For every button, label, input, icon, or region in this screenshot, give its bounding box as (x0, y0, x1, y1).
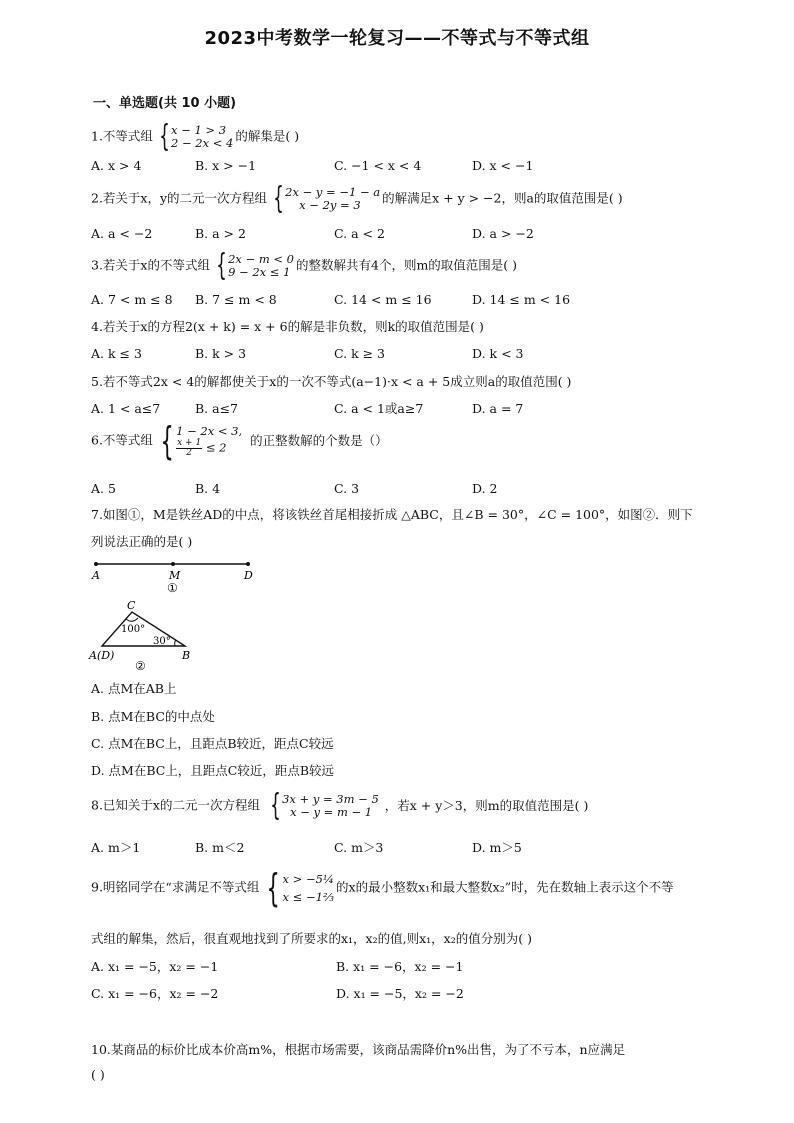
option-b[interactable]: B. k > 3 (195, 346, 247, 361)
question-9-suffix: 的x的最小整数x₁和最大整数x₂”时，先在数轴上表示这个不等 (336, 879, 674, 895)
option-d[interactable]: D. 点M在BC上，且距点C较近，距点B较远 (91, 763, 335, 778)
question-10-line1: 10.某商品的标价比成本价高m%，根据市场需要，该商品需降价n%出售，为了不亏本，n应满足 (91, 1042, 626, 1057)
option-b[interactable]: B. 点M在BC的中点处 (91, 709, 215, 724)
label-m: M (169, 569, 181, 582)
system-line: x − 1 > 3 (171, 123, 227, 137)
question-2 (91, 181, 623, 216)
option-c[interactable]: C. x₁ = −6，x₂ = −2 (91, 986, 219, 1001)
section-heading: 一、单选题(共 10 小题) (93, 96, 237, 111)
option-d[interactable]: D. m＞5 (472, 840, 522, 855)
equation-system-2: { 2x − y = −1 − a x − 2y = 3 (273, 181, 381, 216)
question-2-suffix: 的解满足x + y > −2，则a的取值范围是( ) (382, 190, 623, 206)
option-a[interactable]: A. m＞1 (91, 840, 141, 855)
option-b[interactable]: B. x > −1 (195, 158, 257, 173)
figure-1-segment (85, 555, 275, 595)
question-2-prefix: 2.若关于x，y的二元一次方程组 (91, 190, 268, 206)
inequality-system-1: { x − 1 > 3 2 − 2x < 4 (159, 119, 234, 154)
option-c[interactable]: C. a < 2 (334, 226, 385, 241)
equation-system-8: { 3x + y = 3m − 5 x − y = m − 1 (270, 788, 379, 823)
option-a[interactable]: A. 点M在AB上 (91, 681, 177, 696)
question-4: 4.若关于x的方程2(x + k) = x + 6的解是非负数，则k的取值范围是( ) (91, 319, 484, 334)
label-a: A (92, 569, 100, 582)
label-c: C (127, 599, 136, 612)
system-line: 1 − 2x < 3, (176, 424, 243, 438)
label-d: D (244, 569, 253, 582)
option-b[interactable]: B. 4 (195, 481, 221, 496)
question-1-prefix: 1.不等式组 (91, 128, 153, 144)
figure-2-triangle (85, 598, 205, 673)
question-9-line2: 式组的解集，然后，很直观地找到了所要求的x₁，x₂的值,则x₁，x₂的值分别为( ) (91, 931, 532, 946)
system-line: 2 − 2x < 4 (171, 136, 234, 150)
system-line: 3x + y = 3m − 5 (282, 792, 379, 806)
inequality-system-9: { x > −5¼ x ≤ −1⅔ (266, 866, 335, 910)
option-a[interactable]: A. 1 < a≤7 (91, 401, 161, 416)
option-c[interactable]: C. k ≥ 3 (334, 346, 386, 361)
point-d (246, 562, 250, 566)
question-3 (91, 248, 518, 283)
system-line: x − 2y = 3 (299, 198, 361, 212)
question-6-prefix: 6.不等式组 (91, 432, 153, 448)
question-6 (91, 419, 388, 463)
fraction: $\frac{x + 1}{2}$ (177, 438, 202, 458)
option-a[interactable]: A. 5 (91, 481, 116, 496)
system-line: $\frac{x + 1}{2}$ ≤ 2 (177, 438, 227, 458)
option-a[interactable]: A. 7 < m ≤ 8 (91, 292, 173, 307)
option-b[interactable]: B. x₁ = −6，x₂ = −1 (336, 959, 464, 974)
option-c[interactable]: C. 3 (334, 481, 360, 496)
system-line: 9 − 2x ≤ 1 (228, 265, 291, 279)
page-title: 2023中考数学一轮复习——不等式与不等式组 (204, 28, 590, 49)
option-c[interactable]: C. 14 < m ≤ 16 (334, 292, 432, 307)
option-d[interactable]: D. a = 7 (472, 401, 524, 416)
system-line: 2x − m < 0 (228, 252, 294, 266)
option-a[interactable]: A. x₁ = −5，x₂ = −1 (91, 959, 219, 974)
question-3-suffix: 的整数解共有4个，则m的取值范围是( ) (296, 257, 518, 273)
option-b[interactable]: B. a≤7 (195, 401, 239, 416)
option-c[interactable]: C. a < 1或a≥7 (334, 401, 424, 416)
question-1-suffix: 的解集是( ) (235, 128, 300, 144)
question-9-prefix: 9.明铭同学在“求满足不等式组 (91, 879, 260, 895)
figure-1-caption: ① (167, 581, 178, 595)
angle-c-value: 100° (121, 624, 146, 635)
point-a (94, 562, 98, 566)
label-b: B (182, 649, 191, 662)
option-d[interactable]: D. x₁ = −5，x₂ = −2 (336, 986, 464, 1001)
option-b[interactable]: B. a > 2 (195, 226, 246, 241)
option-d[interactable]: D. 14 ≤ m < 16 (472, 292, 571, 307)
option-b[interactable]: B. m＜2 (195, 840, 245, 855)
system-line: 2x − y = −1 − a (285, 185, 381, 199)
question-10-line2: ( ) (91, 1067, 105, 1082)
system-line: x > −5¼ (282, 872, 335, 886)
question-8-prefix: 8.已知关于x的二元一次方程组 (91, 797, 260, 813)
question-7-line2: 列说法正确的是( ) (91, 534, 193, 549)
label-ad: A(D) (89, 649, 115, 662)
angle-b-value: 30° (153, 636, 171, 647)
option-a[interactable]: A. k ≤ 3 (91, 346, 142, 361)
point-m (171, 562, 175, 566)
option-c[interactable]: C. 点M在BC上，且距点B较近，距点C较远 (91, 736, 334, 751)
system-line: x − y = m − 1 (290, 805, 373, 819)
option-b[interactable]: B. 7 ≤ m < 8 (195, 292, 277, 307)
option-d[interactable]: D. x < −1 (472, 158, 534, 173)
option-a[interactable]: A. x > 4 (91, 158, 142, 173)
angle-c-arc (126, 618, 138, 621)
angle-b-arc (175, 640, 176, 646)
option-d[interactable]: D. k < 3 (472, 346, 524, 361)
question-8 (91, 788, 589, 823)
question-6-suffix: 的正整数解的个数是（） (250, 432, 388, 448)
option-d[interactable]: D. 2 (472, 481, 498, 496)
figure-2-caption: ② (135, 659, 146, 673)
question-7-line1: 7.如图①，M是铁丝AD的中点，将该铁丝首尾相接折成 △ABC，且∠B = 30°，∠C = 100°，如图②．则下 (91, 507, 693, 522)
option-a[interactable]: A. a < −2 (91, 226, 153, 241)
system-line: x ≤ −1⅔ (282, 890, 335, 904)
option-d[interactable]: D. a > −2 (472, 226, 534, 241)
question-5: 5.若不等式2x < 4的解都使关于x的一次不等式(a−1)·x < a + 5成立则a的取值范围( ) (91, 374, 572, 389)
question-9 (91, 866, 674, 910)
option-c[interactable]: C. −1 < x < 4 (334, 158, 422, 173)
question-1 (91, 119, 300, 154)
inequality-system-6: { 1 − 2x < 3, $\frac{x + 1}{2}$ ≤ 2 (160, 419, 243, 463)
option-c[interactable]: C. m＞3 (334, 840, 384, 855)
question-3-prefix: 3.若关于x的不等式组 (91, 257, 210, 273)
inequality-system-3: { 2x − m < 0 9 − 2x ≤ 1 (216, 248, 294, 283)
question-8-suffix: ，若x + y＞3，则m的取值范围是( ) (384, 797, 589, 813)
